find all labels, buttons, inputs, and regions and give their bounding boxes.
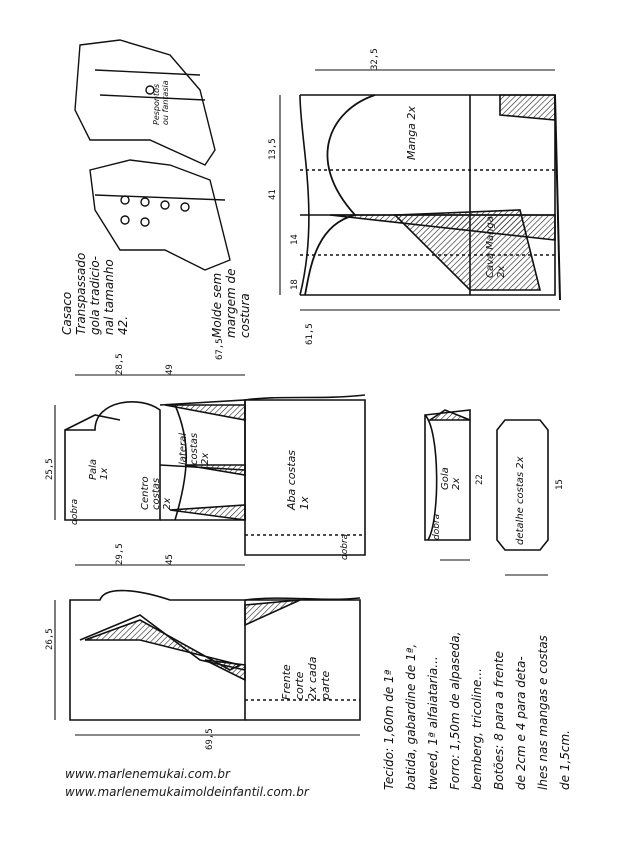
side-back-label (178, 433, 211, 465)
back-measure-285: 28,5 (115, 353, 125, 375)
fabric-note-line: batida, gabardine de 1ª, (404, 643, 418, 790)
center-back-name-2: costas (151, 477, 162, 510)
title-note (60, 253, 130, 335)
mold-note-line: costura (238, 293, 252, 338)
collar-fold-label: dobra (432, 513, 442, 540)
front-label (280, 656, 332, 700)
mold-note-line: margem de (224, 268, 238, 338)
title-note-line: nal tamanho (102, 259, 116, 335)
front-count: 2x cada (306, 656, 319, 700)
fabric-note-line: Forro: 1,50m de alpaseda, (448, 631, 462, 790)
garment-sketch (75, 40, 230, 270)
center-back-name: Centro (140, 476, 151, 510)
title-note-line: 42. (116, 315, 130, 335)
back-flap-count: 1x (298, 496, 311, 510)
side-back-name-2: costas (189, 432, 200, 465)
website-link[interactable]: www.marlenemukai.com.br (65, 767, 230, 781)
title-note-line: Transpassado (74, 252, 88, 335)
front-measure-295: 29,5 (115, 543, 125, 565)
collar-measure-22: 22 (475, 474, 485, 485)
cuff-name: Cava (485, 252, 496, 278)
collar-name: Gola (440, 467, 451, 490)
front-name-2: corte (293, 671, 306, 700)
sleeve-measure-41: 41 (268, 189, 278, 200)
website-link[interactable]: www.marlenemukaimoldeinfantil.com.br (65, 785, 309, 799)
back-measure-49: 49 (165, 364, 175, 375)
sleeve-measure-325: 32,5 (370, 48, 380, 70)
collar-count: 2x (451, 477, 462, 490)
sleeve-label (405, 106, 418, 160)
sleeve-name: Manga (405, 123, 418, 160)
back-yoke-label (88, 459, 110, 480)
sleeve-measure-14: 14 (290, 234, 300, 245)
fabric-note-line: tweed, 1ª alfaiataria... (426, 656, 440, 790)
cuff-label (485, 216, 507, 278)
fabric-note-line: lhes nas mangas e costas (536, 635, 550, 790)
model-note-line: ou fantasia (161, 80, 170, 125)
side-back-name: lateral (178, 433, 189, 465)
back-pattern (65, 395, 365, 555)
fabric-note-line: de 2cm e 4 para deta- (514, 656, 528, 790)
front-measure-45: 45 (165, 554, 175, 565)
front-name: Frente (280, 664, 293, 700)
sleeve-pattern (300, 95, 560, 300)
front-count-2: parte (319, 670, 332, 700)
center-back-label (140, 476, 173, 510)
fabric-note (378, 632, 576, 790)
front-measure-695: 69,5 (205, 728, 215, 750)
back-yoke-count: 1x (99, 467, 110, 480)
mold-note-line: Molde sem (210, 272, 224, 338)
fabric-note-line: bemberg, tricoline... (470, 668, 484, 790)
back-flap-fold-label: dobra (340, 533, 350, 560)
front-measure-675: 67,5 (215, 338, 225, 360)
collar-label (440, 467, 462, 490)
model-note-line: Pespontos (152, 83, 161, 125)
center-back-count: 2x (162, 497, 173, 510)
side-back-count: 2x (200, 452, 211, 465)
strap-label: detalhe costas 2x (515, 456, 526, 545)
back-fold-label: dobra (70, 498, 80, 525)
cuff-count: 2x (496, 265, 507, 278)
mold-note (210, 269, 252, 338)
sleeve-count: 2x (405, 106, 418, 120)
sleeve-measure-18: 18 (290, 279, 300, 290)
title-note-line: Casaco (60, 291, 74, 335)
title-note-line: gola tradicio- (88, 255, 102, 335)
back-yoke-name: Pala (88, 458, 99, 480)
back-measure-255: 25,5 (45, 458, 55, 480)
back-flap-label (285, 450, 311, 510)
model-note (152, 80, 170, 125)
fabric-note-line: Botões: 8 para a frente (492, 650, 506, 790)
fabric-note-line: Tecido: 1,60m de 1ª (382, 669, 396, 790)
fabric-note-line: de 1,5cm. (558, 730, 572, 790)
sleeve-measure-135: 13,5 (268, 138, 278, 160)
sleeve-measure-615: 61,5 (305, 323, 315, 345)
front-measure-265: 26,5 (45, 628, 55, 650)
website (65, 765, 309, 801)
back-flap-name: Aba costas (285, 449, 298, 510)
strap-measure-15: 15 (555, 479, 565, 490)
cuff-name-2: Manga (485, 216, 496, 250)
